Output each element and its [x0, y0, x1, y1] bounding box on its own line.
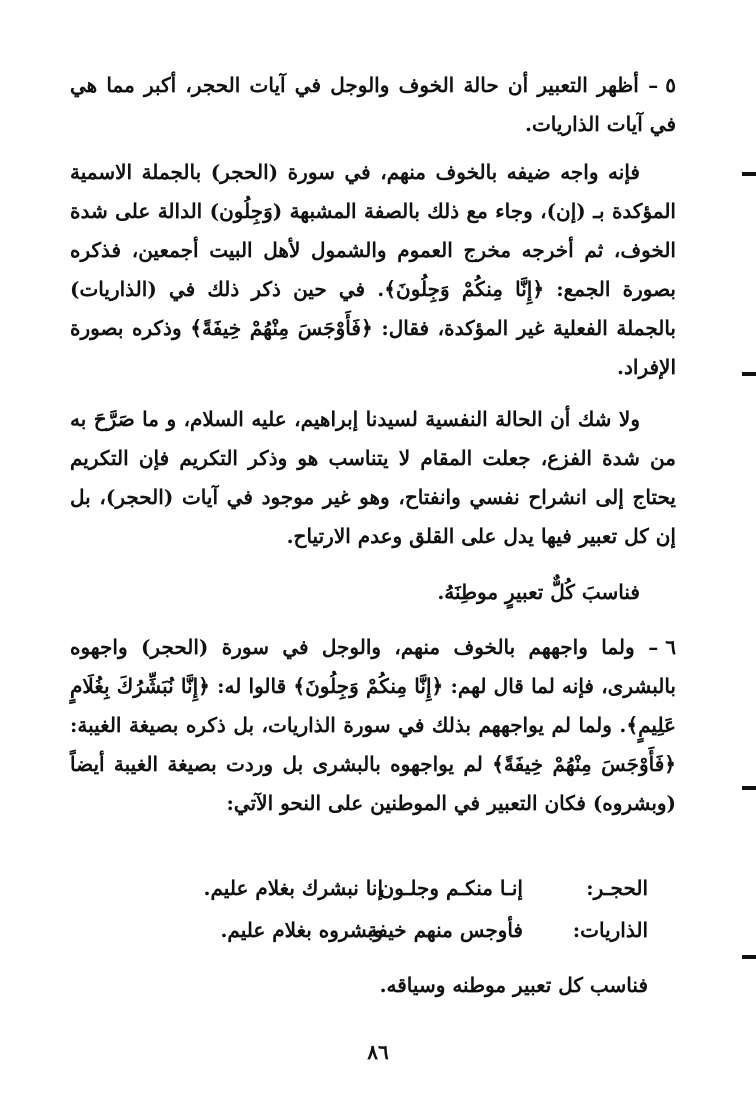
quran-verse: ﴿إِنَّا نُبَشِّرُكَ بِغُلَامٍ عَلِيمٍ﴾	[70, 674, 676, 737]
comparison-row-dhariyat	[128, 918, 648, 954]
comparison-label: الذاريات:	[572, 918, 648, 942]
paragraph-text: . ولما لم يواجههم بذلك في سورة الذاريات، بل ذكره بصيغة الغيبة:	[70, 713, 627, 737]
paragraph-fear-explanation	[70, 153, 676, 387]
paragraph-text: قالوا له:	[209, 674, 294, 698]
scan-mark	[742, 786, 756, 790]
comparison-row-hijr	[128, 876, 648, 912]
paragraph-conclusion-2	[70, 966, 648, 1005]
point-number: ٦ –	[648, 635, 677, 659]
paragraph-text: لم يواجهوه بالبشرى بل وردت بصيغة الغيبة أيضاً (وبشروه) فكان التعبير في الموطنين على النحو الآتي:	[70, 752, 676, 815]
comparison-verse-glad-tidings: وبشروه بغلام عليم.	[220, 918, 383, 942]
comparison-label: الحجـر:	[586, 876, 648, 900]
page-number: ٨٦	[367, 1040, 389, 1064]
paragraph-text: . في حين ذكر ذلك في (الذاريات) بالجملة الفعلية غير المؤكدة، فقال:	[70, 277, 676, 340]
paragraph-point-5	[70, 66, 676, 144]
scan-mark	[742, 172, 756, 176]
paragraph-text: ولما واجههم بالخوف منهم، والوجل في سورة (الحجر) واجهوه بالبشرى، فإنه لما قال لهم:	[70, 635, 676, 698]
quran-verse: ﴿إِنَّا مِنكُمْ وَجِلُونَ﴾	[293, 674, 444, 698]
paragraph-text: ولا شك أن الحالة النفسية لسيدنا إبراهيم، عليه السلام، و ما صَرَّحَ به من شدة الفزع، جعلت المقام لا يتناسب هو وذكر التكريم فإن التكريم يحتاج إلى انشراح نفسي وانفتاح، وهو غير موجود في آيات (الحجر)، بل إن كل تعبير فيها يدل على القلق وعدم الارتياح.	[70, 407, 676, 548]
comparison-verse-fear: فأوجس منهم خيفة	[367, 918, 523, 942]
paragraph-text: وذكره بصورة الإفراد.	[70, 316, 676, 379]
quran-verse: ﴿إِنَّا مِنكُمْ وَجِلُونَ﴾	[384, 277, 545, 301]
paragraph-text: أظهر التعبير أن حالة الخوف والوجل في آيات الحجر، أكبر مما هي في آيات الذاريات.	[70, 73, 676, 136]
quran-verse: ﴿فَأَوْجَسَ مِنْهُمْ خِيفَةً﴾	[492, 752, 676, 776]
paragraph-text: فإنه واجه ضيفه بالخوف منهم، في سورة (الحجر) بالجملة الاسمية المؤكدة بـ (إن)، وجاء مع ذلك بالصفة المشبهة (وَجِلُون) الدالة على شدة الخوف، ثم أخرجه مخرج العموم والشمول لأهل البيت أجمعين، فذكره بصورة الجمع:	[70, 160, 676, 301]
quran-verse: ﴿فَأَوْجَسَ مِنْهُمْ خِيفَةً﴾	[190, 316, 373, 340]
paragraph-text: فناسبَ كُلٌّ تعبيرٍ موطِنَهُ.	[437, 580, 640, 604]
comparison-verse-glad-tidings: إنا نبشرك بغلام عليم.	[203, 876, 383, 900]
paragraph-ibrahim-state	[70, 400, 676, 556]
comparison-verse-fear: إنـا منكـم وجلـون	[379, 876, 523, 900]
paragraph-text: فناسب كل تعبير موطنه وسياقه.	[379, 973, 648, 997]
scan-mark	[742, 372, 756, 376]
scan-mark	[742, 955, 756, 959]
paragraph-point-6	[70, 628, 676, 823]
point-number: ٥ –	[648, 73, 676, 97]
paragraph-conclusion-1	[70, 573, 676, 612]
